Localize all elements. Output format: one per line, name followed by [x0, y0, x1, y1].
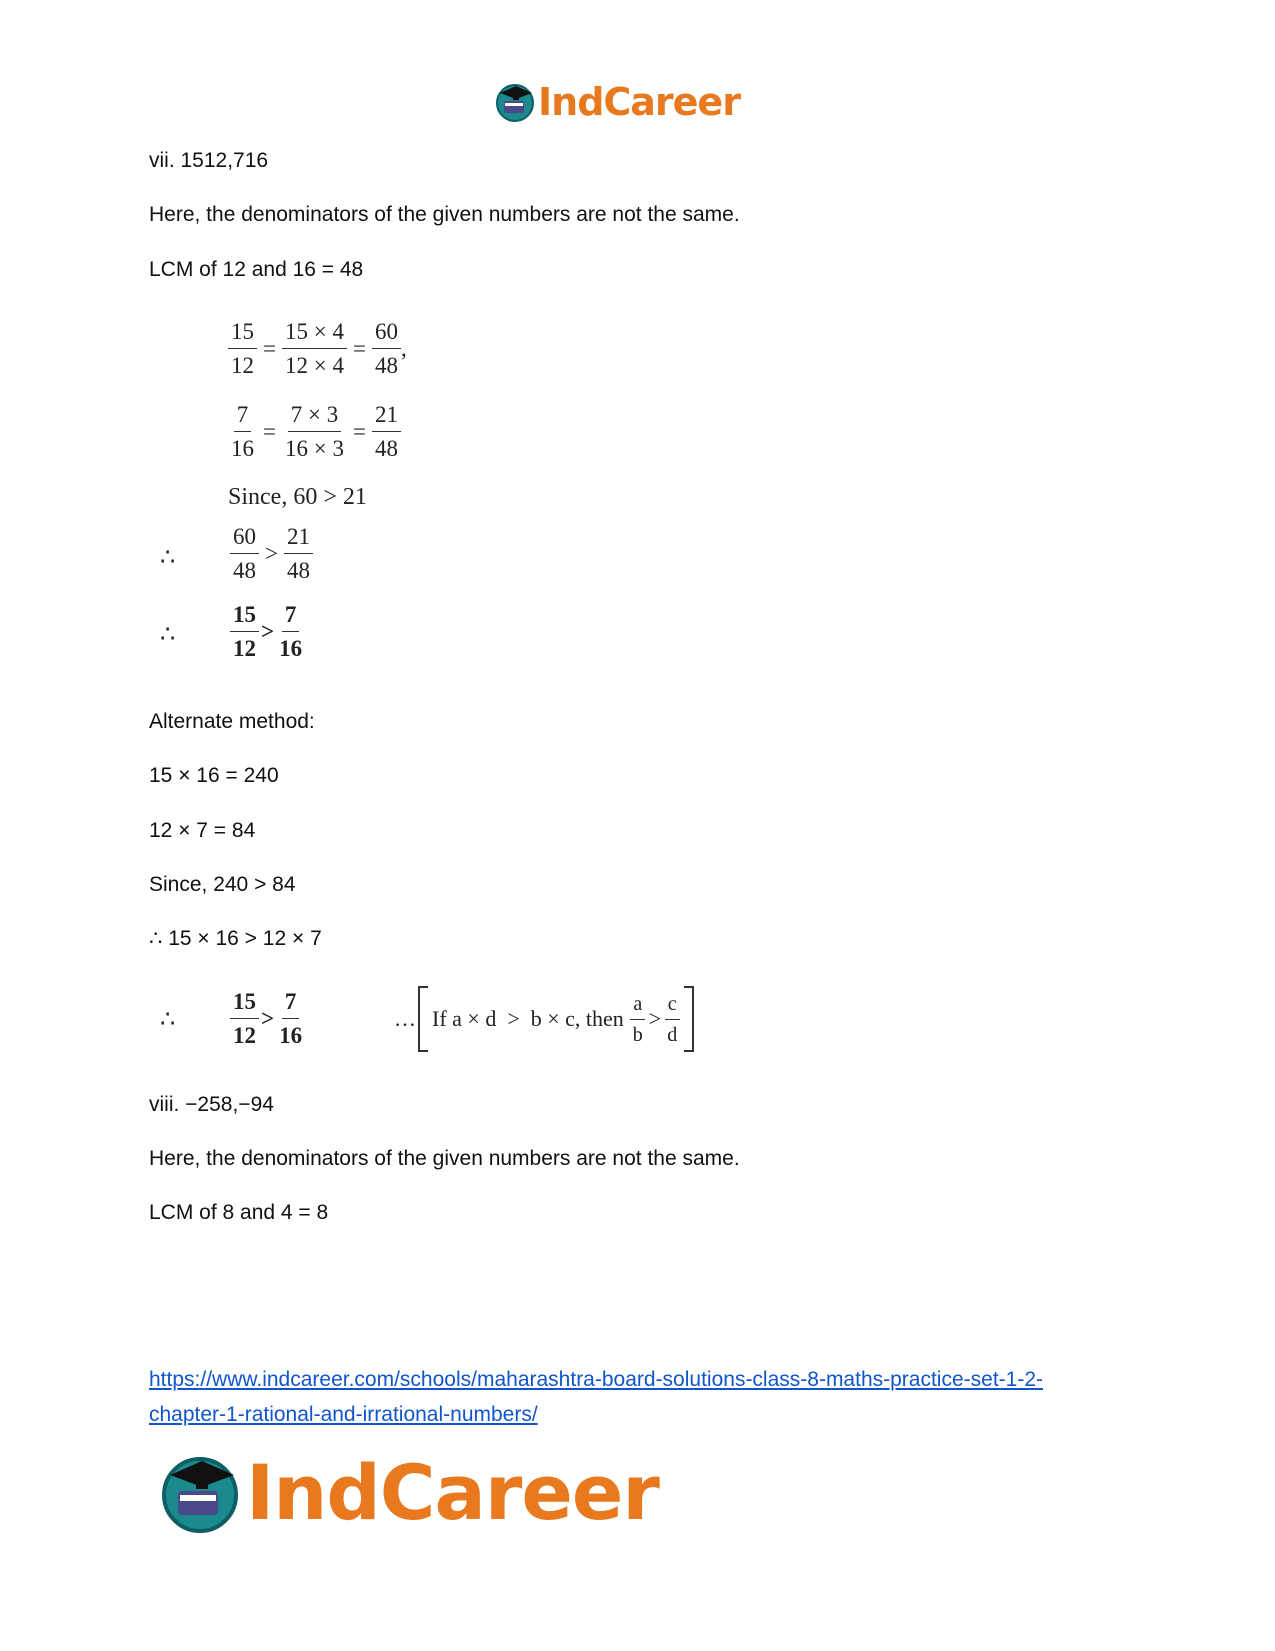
- footer-link-line-1[interactable]: https://www.indcareer.com/schools/maharashtra-board-solutions-class-8-maths-practice-set-1-2-: [149, 1368, 1043, 1391]
- eq2-numerator-1: 7: [234, 403, 252, 432]
- eq1-numerator-1: 15: [228, 320, 257, 349]
- therefore-symbol-1: ∴: [160, 545, 176, 571]
- eq2-denominator-3: 48: [374, 436, 398, 461]
- cmp2-numerator-1: 15: [230, 603, 259, 632]
- right-bracket: [684, 986, 694, 1052]
- footer-logo-text: IndCareer: [246, 1448, 659, 1537]
- cmp1-numerator-1: 60: [230, 525, 259, 554]
- comparison-sixty-vs-twentyone: $\frac{60}{48}$ > $\frac{21}{48}$: [230, 525, 313, 582]
- section-viii-title: viii. −258,−94: [149, 1093, 274, 1116]
- therefore-symbol-2: ∴: [160, 622, 176, 648]
- cmp3-numerator-2: 7: [282, 990, 300, 1019]
- footer-logo: [158, 1448, 659, 1537]
- cmp1-denominator-2: 48: [286, 558, 310, 583]
- eq1-denominator-3: 48: [374, 353, 398, 378]
- graduation-globe-icon: [158, 1451, 242, 1535]
- eq1-denominator-2: 12 × 4: [284, 353, 344, 378]
- eq2-denominator-2: 16 × 3: [284, 436, 344, 461]
- header-logo: [494, 80, 740, 124]
- equation-fifteen-twelfths: $\frac{15}{12}$ = $\frac{15 \times 4}{12 \times 4}$ = $\frac{60}{48}$ ,: [228, 320, 407, 377]
- rule-c: c: [665, 994, 680, 1020]
- left-bracket: [418, 986, 428, 1052]
- graduation-globe-icon: [494, 81, 536, 123]
- section-vii-intro: Here, the denominators of the given numbers are not the same.: [149, 203, 740, 226]
- rule-text: If a × d > b × c, then: [432, 1006, 624, 1031]
- footer-link-line-2[interactable]: chapter-1-rational-and-irrational-numbers/: [149, 1403, 538, 1426]
- therefore-symbol-3: ∴: [160, 1007, 176, 1033]
- alternate-since: Since, 240 > 84: [149, 873, 296, 896]
- rule-a: a: [630, 994, 645, 1020]
- cmp3-denominator-2: 16: [279, 1023, 303, 1048]
- rule-b: b: [632, 1023, 643, 1046]
- equation-seven-sixteenths: $\frac{7}{16}$ = $\frac{7 \times 3}{16 \times 3}$ = $\frac{21}{48}$: [228, 403, 401, 460]
- alternate-therefore: ∴ 15 × 16 > 12 × 7: [149, 927, 322, 950]
- rule-d: d: [667, 1023, 678, 1046]
- eq1-comma: ,: [400, 335, 407, 361]
- cmp2-denominator-2: 16: [279, 636, 303, 661]
- section-vii-lcm: LCM of 12 and 16 = 48: [149, 258, 364, 281]
- eq1-numerator-3: 60: [372, 320, 401, 349]
- section-vii-title: vii. 1512,716: [149, 149, 269, 172]
- eq1-numerator-2: 15 × 4: [282, 320, 347, 349]
- cmp2-numerator-2: 7: [282, 603, 300, 632]
- eq2-denominator-1: 16: [231, 436, 254, 461]
- cmp1-numerator-2: 21: [284, 525, 313, 554]
- cmp2-denominator-1: 12: [233, 636, 256, 661]
- cross-multiplication-rule: … If a × d > b × c, then $\frac{a}{b}$ > $\frac{c}{d}$: [394, 986, 694, 1052]
- section-viii-intro: Here, the denominators of the given numbers are not the same.: [149, 1147, 740, 1170]
- alternate-line-1: 15 × 16 = 240: [149, 764, 279, 787]
- comparison-result-1: $\frac{15}{12}$ > $\frac{7}{16}$: [230, 603, 305, 660]
- eq2-numerator-2: 7 × 3: [288, 403, 341, 432]
- comparison-result-2: $\frac{15}{12}$ > $\frac{7}{16}$: [230, 990, 305, 1047]
- section-viii-lcm: LCM of 8 and 4 = 8: [149, 1201, 329, 1224]
- rule-ellipsis: …: [394, 1006, 416, 1031]
- cmp1-denominator-1: 48: [233, 558, 256, 583]
- eq2-numerator-3: 21: [372, 403, 401, 432]
- alternate-line-2: 12 × 7 = 84: [149, 819, 256, 842]
- since-60-gt-21: Since, 60 > 21: [228, 484, 367, 510]
- eq1-denominator-1: 12: [231, 353, 254, 378]
- header-logo-text: IndCareer: [538, 80, 740, 124]
- alternate-method-title: Alternate method:: [149, 710, 315, 733]
- cmp3-denominator-1: 12: [233, 1023, 256, 1048]
- cmp3-numerator-1: 15: [230, 990, 259, 1019]
